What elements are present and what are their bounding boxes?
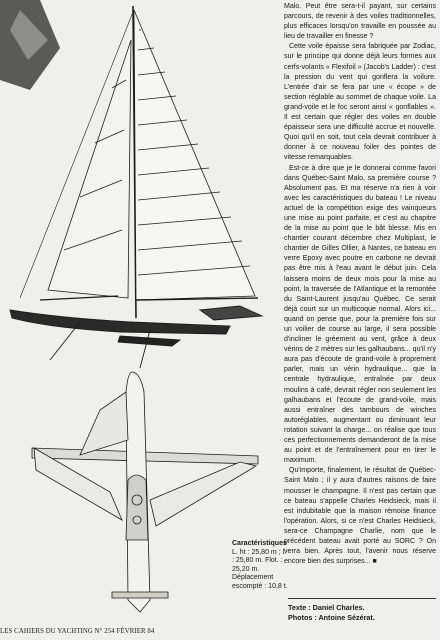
credits — [288, 603, 438, 622]
article-paragraph: Malo. Peut être sera-t-il payant, sur certains parcours, de revenir à des voiles traditionnelles, plus efficaces lorsqu'on travaille en poussée au lieu de travailler en finesse ? — [284, 3, 436, 41]
specifications-displacement: Déplacement escompté : 10,8 t. — [232, 574, 288, 590]
article-body — [284, 2, 436, 566]
photo-credit: Photos : Antoine Sézérat. — [288, 612, 375, 622]
article-paragraph: Cette voile épaisse sera fabriquée par Zodiac, sur le principe qui donne déjà leurs formes aux cerfs-volants « Flexifoil » (Jacob's Ladder) : c'est la pression du vent qui gonflera la voilure. L'entrée d'air se fera par une « écope » de section réglable au sommet de chaque voile. La grand-voile et le foc seront ainsi « gonflables ». Il est certain que régler des voiles en double épaisseur sera une difficulté accrue et nouvelle. Quoi qu'il en soit, tout cela devrait contribuer à donner à ce nouveau foiler des pointes de vitesse remarquables. — [284, 43, 436, 162]
photo-fragment — [0, 0, 60, 90]
deck-plan-view — [32, 372, 258, 612]
credits-divider — [288, 598, 436, 599]
specifications-box — [232, 540, 288, 592]
article-paragraph: Qu'importe, finalement, le résultat de Québec-Saint Malo ; il y aura d'autres raisons de faire mousser le champagne. Il n'est pas certain que ce bateau s'appelle Charles Heidsieck, mais il est indubitable que la maison rémoise finance l'opération. Alors, si ce n'est Charles Heidsieck, sera-ce Champagne Charlie, nom que le précédent bateau avait porté au SORC ? On verra bien. Après tout, l'avenir nous réserve encore bien des surprises... ■ — [284, 467, 436, 566]
specifications-dimensions: L. ht : 25,80 m ; l. : 25,80 m. Flot. : 25,20 m. — [232, 548, 287, 573]
page-footer: LES CAHIERS DU YACHTING N° 254 FÉVRIER 84 — [0, 628, 155, 635]
specifications-heading: Caractéristiques — [232, 540, 287, 547]
text-credit: Texte : Daniel Charles. — [288, 603, 365, 612]
article-paragraph: Est-ce à dire que je le donnerai comme favori dans Québec-Saint Malo, sa première course ? Absolument pas. Et ma réserve n'a rien à voir avec les caractéristiques du bateau ! Le niveau actuel de la compétition exige des vainqueurs une mise au point parfaite, et c'est au chapitre de la mise au point que le bât blesse. Mis en chantier courant décembre chez Multiplast, le chantier de Gilles Ollier, à Nantes, ce bateau en verre Epoxy avec poutre en carbone ne devrait pas être mis à l'eau avant le début juin. Cela laissera moins de deux mois pour la mise au point, la traversée de l'Atlantique et la remontée du Saint-Laurent jusqu'au Québec. Ce serait déjà court sur un multicoque normal. Alors ici... quand on pense que, pour la première fois sur un voilier de course au large, il sera possible d'incliner le gréement au vent, grâce à deux vérins de 2 mètres sur les galhaubans... qu'il n'y aura pas d'écoute de grand-voile à proprement parler, mais un vérin hydraulique... que la centrale hydraulique, entraînée par deux moulins à café, devrait régler non seulement les galhaubans et l'écoute de grand-voile, mais aussi entraîner des tambours de winches autoréglables, augmentant ou diminuant leur rotation suivant la charge... on réalise que tous ces perfectionnements demanderont de la mise au point et de l'entraînement pour en tirer le maximum. — [284, 164, 436, 465]
